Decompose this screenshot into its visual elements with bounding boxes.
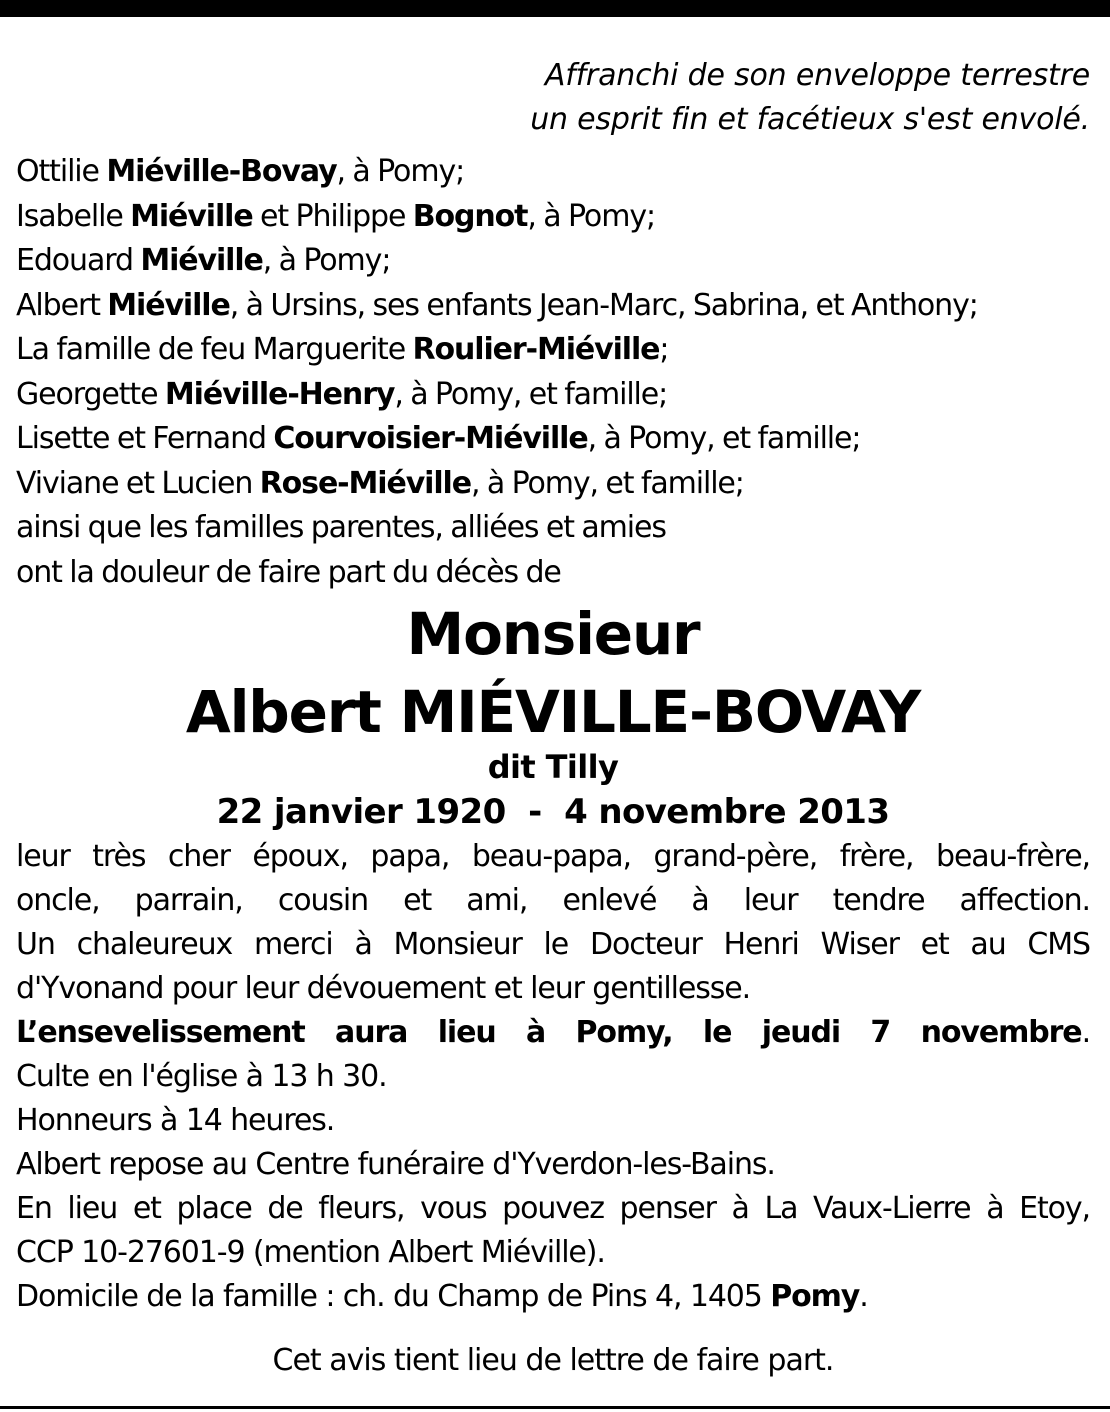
family-line: Georgette Miéville-Henry, à Pomy, et famille; bbox=[16, 376, 668, 412]
detail-line: Honneurs à 14 heures. bbox=[16, 1103, 335, 1138]
donation-line: CCP 10-27601-9 (mention Albert Miéville). bbox=[16, 1235, 605, 1270]
deceased-title: Monsieur bbox=[406, 600, 700, 668]
family-line: Albert Miéville, à Ursins, ses enfants Jean-Marc, Sabrina, et Anthony; bbox=[16, 287, 978, 323]
tribute-line: Un chaleureux merci à Monsieur le Docteur Henri Wiser et au CMS bbox=[16, 927, 1090, 962]
family-line: Viviane et Lucien Rose-Miéville, à Pomy, et famille; bbox=[16, 465, 744, 501]
service-details bbox=[16, 1055, 1090, 1187]
funeral-announcement: L’ensevelissement aura lieu à Pomy, le jeudi 7 novembre. bbox=[16, 1015, 1090, 1050]
family-line: La famille de feu Marguerite Roulier-Miéville; bbox=[16, 332, 669, 367]
detail-line: Culte en l'église à 13 h 30. bbox=[16, 1059, 387, 1094]
closing-note: Cet avis tient lieu de lettre de faire part. bbox=[272, 1343, 834, 1378]
epigraph bbox=[16, 54, 1090, 142]
tribute-line: leur très cher époux, papa, beau-papa, grand-père, frère, beau-frère, bbox=[16, 839, 1090, 874]
obituary-notice bbox=[16, 54, 1090, 1383]
family-list bbox=[16, 150, 1090, 595]
domicile-line: Domicile de la famille : ch. du Champ de Pins 4, 1405 Pomy. bbox=[16, 1279, 868, 1314]
family-line: Isabelle Miéville et Philippe Bognot, à Pomy; bbox=[16, 198, 655, 234]
tribute-text bbox=[16, 835, 1090, 1319]
family-line: Lisette et Fernand Courvoisier-Miéville, à Pomy, et famille; bbox=[16, 421, 861, 456]
epigraph-line: Affranchi de son enveloppe terrestre bbox=[544, 58, 1090, 93]
life-dates: 22 janvier 1920 - 4 novembre 2013 bbox=[216, 792, 890, 832]
deceased-nickname: dit Tilly bbox=[487, 748, 619, 786]
donation-line: En lieu et place de fleurs, vous pouvez penser à La Vaux-Lierre à Etoy, bbox=[16, 1191, 1090, 1226]
tribute-line: d'Yvonand pour leur dévouement et leur gentillesse. bbox=[16, 971, 751, 1006]
intro-line: ainsi que les familles parentes, alliées et amies bbox=[16, 510, 666, 545]
family-line: Ottilie Miéville-Bovay, à Pomy; bbox=[16, 154, 465, 189]
detail-line: Albert repose au Centre funéraire d'Yverdon-les-Bains. bbox=[16, 1147, 775, 1182]
bottom-border-rule bbox=[0, 1406, 1110, 1409]
epigraph-line: un esprit fin et facétieux s'est envolé. bbox=[530, 102, 1090, 137]
family-line: Edouard Miéville, à Pomy; bbox=[16, 243, 391, 278]
top-border-rule bbox=[0, 0, 1110, 17]
tribute-line: oncle, parrain, cousin et ami, enlevé à leur tendre affection. bbox=[16, 883, 1090, 918]
intro-line: ont la douleur de faire part du décès de bbox=[16, 554, 561, 590]
deceased-name: Albert MIÉVILLE-BOVAY bbox=[185, 678, 921, 746]
